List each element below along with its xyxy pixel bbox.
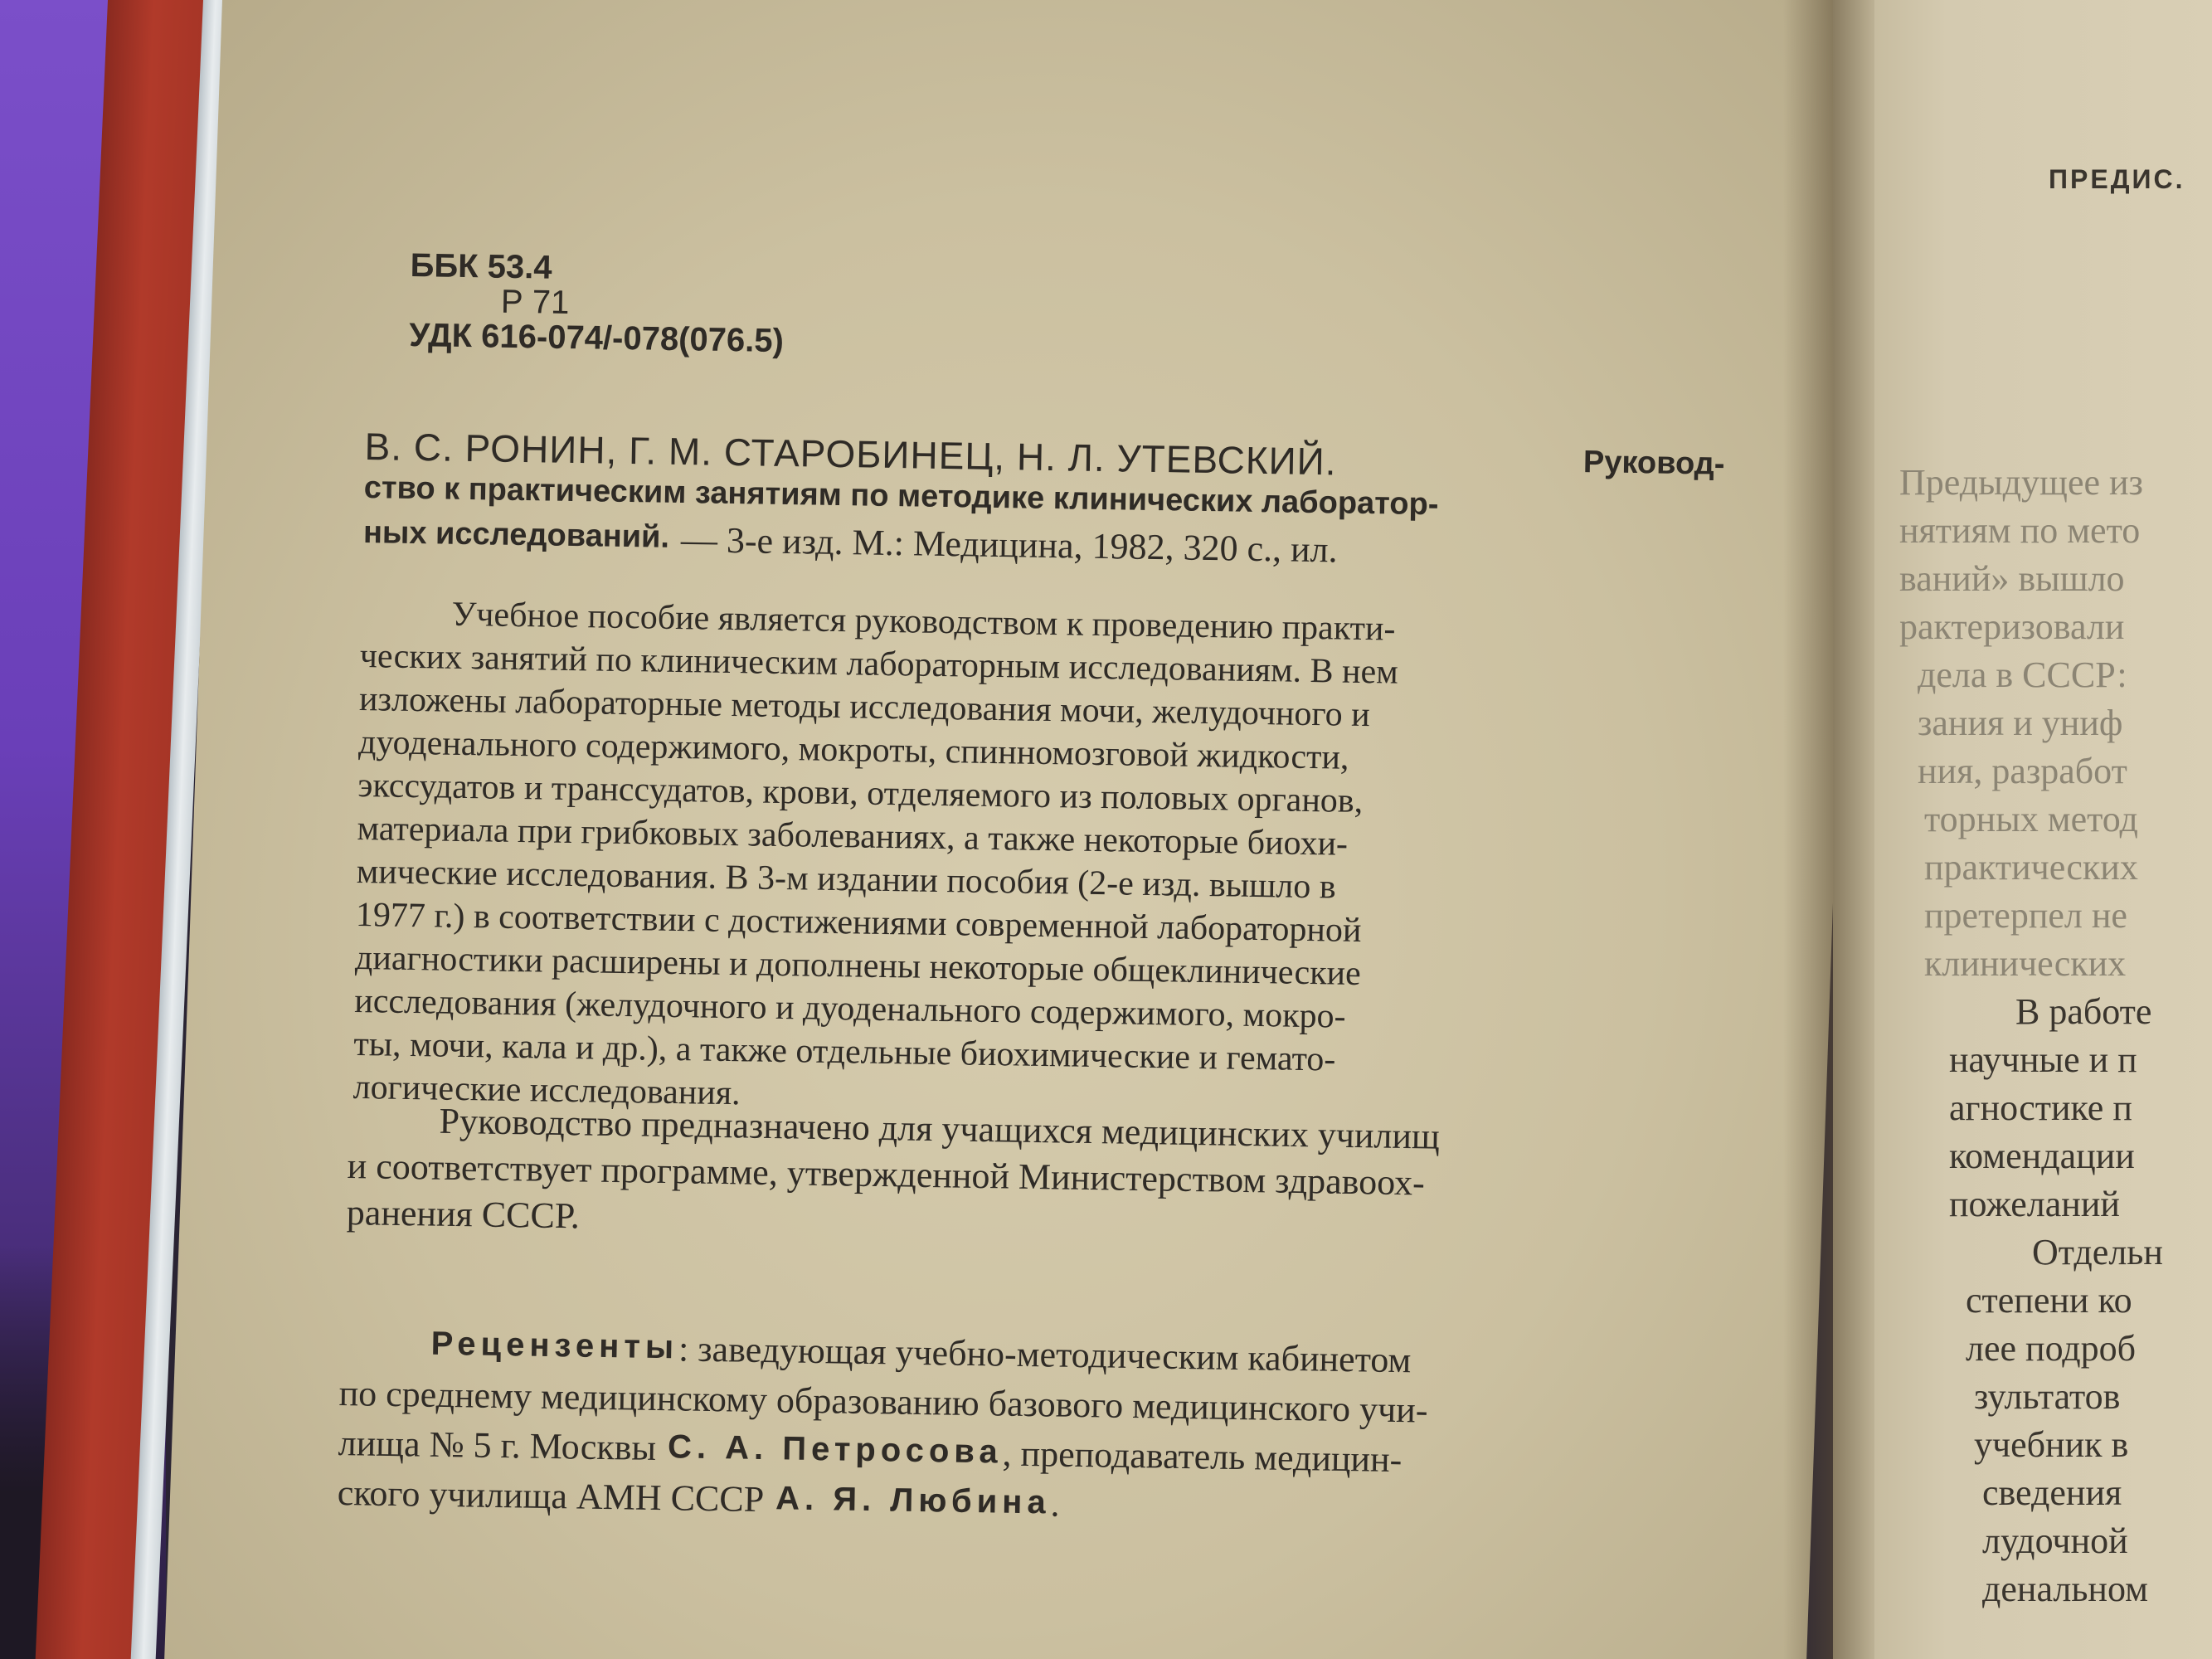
abstract-line: 1977 г.) в соответствии с достижениями современной лабораторной	[355, 895, 1362, 950]
right-page-line: сведения	[1982, 1472, 2122, 1513]
right-page-line: зания и униф	[1918, 703, 2123, 743]
right-page-line: нятиям по мето	[1899, 510, 2141, 551]
purpose-line: Руководство предназначено для учащихся медицинских училищ	[439, 1100, 1441, 1157]
citation-title-middle: ство к практическим занятиям по методике клинических лаборатор-	[363, 469, 1439, 523]
abstract-line: логические исследования.	[352, 1068, 741, 1113]
right-page-line: клинических	[1924, 943, 2127, 984]
bibliographic-citation	[362, 427, 1724, 583]
purpose-line: ранения СССР.	[346, 1191, 581, 1237]
citation-title-start: Руковод-	[1582, 445, 1725, 482]
right-page-line: степени ко	[1966, 1280, 2132, 1321]
purpose-line: и соответствует программе, утвержденной Министерством здравоох-	[347, 1145, 1426, 1204]
reviewers-text: лища № 5 г. Москвы	[338, 1422, 657, 1469]
reviewers-text: , преподаватель медицин-	[1002, 1433, 1403, 1481]
right-page-line: практических	[1924, 847, 2138, 888]
right-page-line: лудочной	[1982, 1520, 2128, 1561]
purpose-paragraph	[346, 1102, 1757, 1263]
bbk-code: ББК 53.4	[410, 247, 552, 286]
abstract-line: Учебное пособие является руководством к проведению практи-	[451, 595, 1396, 649]
abstract-line: ты, мочи, кала и др.), а также отдельные биохимические и гемато-	[353, 1024, 1336, 1079]
author-mark: Р 71	[500, 283, 570, 322]
reviewers-paragraph	[337, 1326, 1771, 1547]
abstract-line: диагностики расширены и дополнены некоторые общеклинические	[354, 938, 1362, 993]
right-page-line: лее подроб	[1966, 1328, 2137, 1369]
right-page-line: торных метод	[1924, 799, 2138, 839]
right-page-line: зультатов	[1974, 1376, 2121, 1417]
right-page-line: агностике п	[1949, 1087, 2132, 1128]
book-gutter	[1783, 0, 1874, 1659]
abstract-line: исследования (желудочного и дуоденального содержимого, мокро-	[353, 981, 1346, 1036]
abstract-paragraph	[352, 596, 1742, 1135]
reviewers-text: ского училища АМН СССР	[337, 1472, 765, 1520]
right-page-text	[1899, 462, 2163, 1619]
abstract-line: материала при грибковых заболеваниях, а также некоторые биохи-	[357, 809, 1349, 864]
right-page-line: Предыдущее из	[1899, 462, 2143, 503]
udk-code: УДК 616-074/-078(076.5)	[409, 316, 785, 360]
right-page-line: претерпел не	[1924, 895, 2127, 936]
reviewer-name: А. Я. Любина	[775, 1480, 1052, 1521]
right-page-line: В работе	[2015, 991, 2152, 1032]
abstract-line: ческих занятий по клиническим лабораторным исследованиям. В нем	[359, 636, 1399, 692]
reviewer-name: С. А. Петросова	[667, 1428, 1004, 1471]
right-page-line: научные и п	[1949, 1039, 2137, 1080]
right-page-line: дела в СССР:	[1918, 654, 2127, 695]
reviewers-text: .	[1050, 1483, 1061, 1525]
abstract-line: мические исследования. В 3-м издании пособия (2-е изд. вышло в	[356, 852, 1337, 907]
right-page-line: пожеланий	[1949, 1184, 2120, 1224]
reviewers-label: Рецензенты	[430, 1325, 679, 1366]
right-page-line: комендации	[1949, 1136, 2135, 1176]
citation-authors: В. С. РОНИН, Г. М. СТАРОБИНЕЦ, Н. Л. УТЕВСКИЙ.	[364, 425, 1337, 484]
right-page-heading: ПРЕДИС.	[2049, 164, 2185, 194]
reviewers-line: по среднему медицинскому образованию базового медицинского учи-	[338, 1372, 1428, 1431]
reviewers-text: : заведующая учебно-методическим кабинетом	[678, 1328, 1412, 1381]
right-page-line: учебник в	[1974, 1424, 2129, 1465]
right-page-line: денальном	[1982, 1569, 2148, 1609]
citation-title-end: ных исследований.	[362, 514, 670, 555]
right-page-line: ния, разработ	[1918, 751, 2127, 791]
abstract-line: экссудатов и транссудатов, крови, отделяемого из половых органов,	[357, 766, 1364, 821]
abstract-line: дуоденального содержимого, мокроты, спинномозговой жидкости,	[357, 722, 1349, 777]
citation-edition: — 3-е изд. М.: Медицина, 1982, 320 с., ил.	[680, 519, 1338, 571]
right-page-line: рактеризовали	[1899, 606, 2125, 647]
right-page-line: Отдельн	[2032, 1232, 2163, 1272]
abstract-line: изложены лабораторные методы исследования мочи, желудочного и	[358, 679, 1371, 735]
right-page-line: ваний» вышло	[1899, 558, 2125, 599]
classification-block	[409, 249, 785, 359]
